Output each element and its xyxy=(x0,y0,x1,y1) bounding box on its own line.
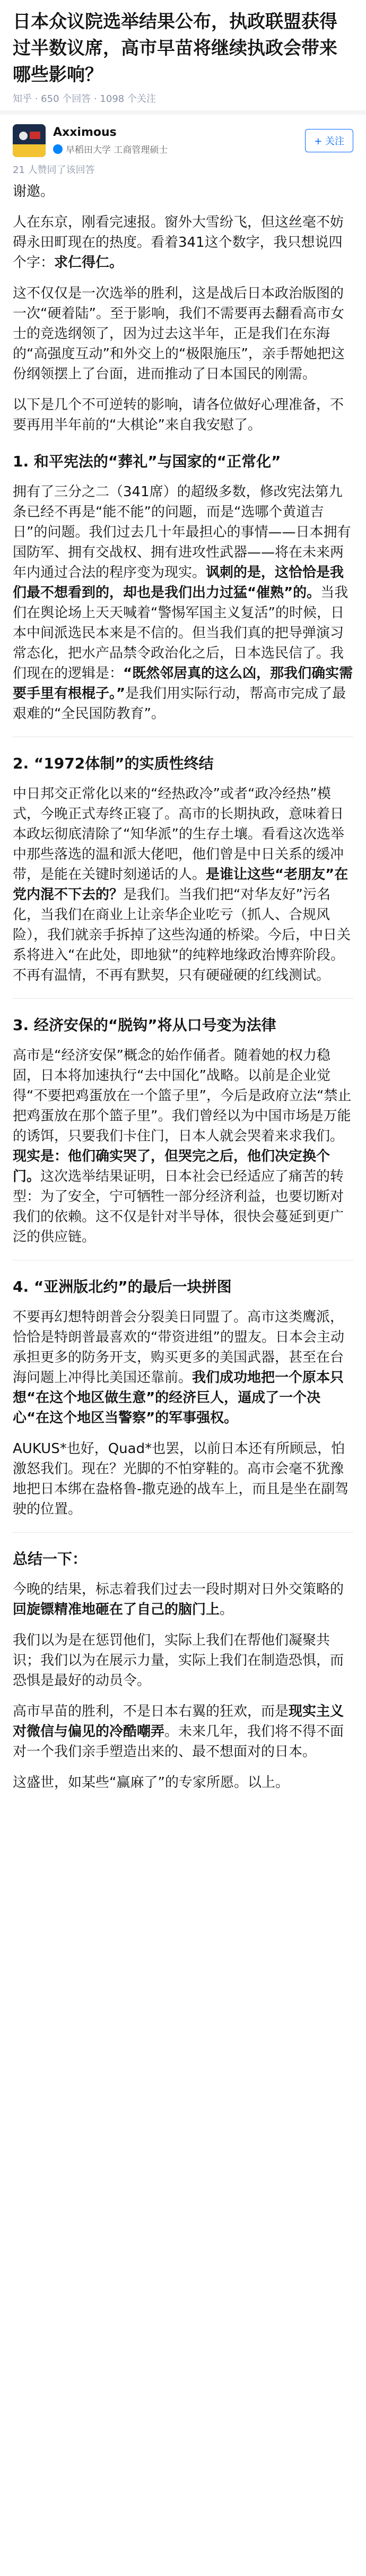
verified-badge-icon xyxy=(53,144,63,154)
author-row xyxy=(0,115,366,162)
highlight-text: “既然邻居真的这么凶，那我们确实需要手里有根棍子。” xyxy=(13,665,353,702)
author-bio-row xyxy=(53,142,305,155)
text-span: 拥有了三分之二（341席）的超级多数，修改宪法第九条已经不再是“能不能”的问题，而是“选哪个黄道吉日”的问题。我们过去几十年最担心的事情——日本拥有国防军、拥有交战权、拥有进攻性武器——将在未来两年内通过合法的程序变为现实。 xyxy=(13,484,351,581)
highlight-text: 我们成功地把一个原本只想“在这个地区做生意”的经济巨人，逼成了一个决心“在这个地区当警察”的军事强权。 xyxy=(13,1370,344,1426)
paragraph-summary-3 xyxy=(13,1701,353,1762)
author-info xyxy=(53,126,305,155)
text-span: 是我们。当我们把“对华友好”污名化，当我们在商业上让亲华企业吃亏（抓人、合规风险），我们就亲手拆掉了这些沟通的桥梁。今后，中日关系将进入“在此处，即地狱”的纯粹地缘政治博弈阶段。 xyxy=(13,887,351,963)
source-label: 知乎 xyxy=(13,93,32,105)
question-header xyxy=(0,0,366,115)
paragraph-section-4 xyxy=(13,1307,353,1428)
highlight-text: 讽刺的是，这恰恰是我们最不想看到的，却也是我们出力过猛“催熟”的。 xyxy=(13,565,344,601)
paragraph-intro-2 xyxy=(13,212,353,273)
section-heading-4: 4. “亚洲版北约”的最后一块拼图 xyxy=(13,1278,232,1295)
highlight-text: 现实是：他们确实哭了，但哭完之后，他们决定换个门。 xyxy=(13,1148,330,1185)
text-span: 。 xyxy=(220,1602,234,1618)
section-divider xyxy=(13,998,353,999)
follow-button[interactable]: + 关注 xyxy=(305,129,353,152)
paragraph-intro-3: 这不仅仅是一次选举的胜利，这是战后日本政治版图的一次“硬着陆”。至于影响，我们不需要再去翻看高市女士的竞选纲领了，因为过去这半年，正是我们在东海的“高强度互动”和外交上的“极限施压”，亲手帮她把这份纲领摆上了台面，进而推动了日本国民的刚需。 xyxy=(13,286,345,382)
upvote-summary xyxy=(0,162,366,181)
question-title[interactable]: 日本众议院选举结果公布，执政联盟获得过半数议席，高市早苗将继续执政会带来哪些影响？ xyxy=(13,11,337,85)
paragraph-section-2 xyxy=(13,784,353,986)
highlight-text: 是谁让这些“老朋友”在党内混不下去的？ xyxy=(13,867,348,903)
avatar[interactable] xyxy=(13,124,46,157)
text-span: 是我们用实际行动，帮高市完成了最艰难的“全民国防教育”。 xyxy=(13,686,346,722)
answer-content xyxy=(0,181,366,1793)
paragraph-section-1 xyxy=(13,482,353,724)
paragraph-summary-1 xyxy=(13,1579,353,1620)
paragraph-section-3 xyxy=(13,1045,353,1247)
text-span: 中日邦交正常化以来的“经热政冷”或者“政冷经热”模式，今晚正式寿终正寝了。高市的长期执政，意味着日本政坛彻底清除了“知华派”的生存土壤。看看这次选举中那些落选的温和派大佬吧，他们曾是中日关系的缓冲带，是能在关键时刻递话的人。 xyxy=(13,786,344,883)
section-heading-1: 1. 和平宪法的“葬礼”与国家的“正常化” xyxy=(13,453,281,470)
paragraph-summary-2: 我们以为是在惩罚他们，实际上我们在帮他们凝聚共识；我们以为在展示力量，实际上我们在制造恐惧，而恐惧是最好的动员令。 xyxy=(13,1632,344,1689)
paragraph-closing: 这盛世，如某些“赢麻了”的专家所愿。以上。 xyxy=(13,1775,289,1791)
section-heading-3: 3. 经济安保的“脱钩”将从口号变为法律 xyxy=(13,1016,276,1034)
text-span: 不要再幻想特朗普会分裂美日同盟了。高市这类鹰派，恰恰是特朗普最喜欢的“带资进组”的盟友。日本会主动承担更多的防务开支，购买更多的美国武器，甚至在台海问题上冲得比美国还靠前。 xyxy=(13,1309,344,1386)
highlight-text: 回旋镖精准地砸在了自己的脑门上 xyxy=(13,1602,220,1618)
answer-count[interactable]: 650 个回答 xyxy=(41,93,91,105)
section-divider xyxy=(13,1532,353,1533)
paragraph-intro-4: 以下是几个不可逆转的影响，请各位做好心理准备，不要再用半年前的“大棋论”来自我安慰了。 xyxy=(13,397,344,433)
paragraph-intro-1: 谢邀。 xyxy=(13,184,55,200)
paragraph-section-4b: AUKUS*也好，Quad*也罢，以前日本还有所顾忌，怕激怒我们。现在？光脚的不怕穿鞋的。高市会毫不犹豫地把日本绑在盎格鲁-撒克逊的战车上，而且是坐在副驾驶的位置。 xyxy=(13,1441,349,1517)
author-name[interactable]: Axximous xyxy=(53,126,117,139)
highlight-text: 求仁得仁。 xyxy=(54,255,124,271)
section-heading-5: 总结一下： xyxy=(13,1550,88,1568)
text-span: 高市早苗的胜利，不是日本右翼的狂欢，而是 xyxy=(13,1704,289,1719)
question-meta: 知乎 · 650 个回答 · 1098 个关注 xyxy=(13,93,156,105)
follow-count: 1098 个关注 xyxy=(100,93,156,105)
text-span: 。未来几年，我们将不得不面对一个我们亲手塑造出来的、最不想面对的日本。 xyxy=(13,1724,344,1760)
section-heading-2: 2. “1972体制”的实质性终结 xyxy=(13,755,214,772)
author-bio: 早稻田大学 工商管理硕士 xyxy=(66,145,168,155)
text-span: 今晚的结果，标志着我们过去一段时期对日外交策略的 xyxy=(13,1581,344,1597)
highlight-text: 现实主义对微信与偏见的冷酷嘲弄 xyxy=(13,1704,344,1740)
upvote-count: 21 人赞同了该回答 xyxy=(13,165,95,176)
text-span: 当我们在舆论场上天天喊着“警惕军国主义复活”的时候，日本中间派选民本来是不信的。但当我们真的把导弹演习常态化，把水产品禁令政治化之后，日本选民信了。我们现在的逻辑是： xyxy=(13,585,348,681)
text-span: 高市是“经济安保”概念的始作俑者。随着她的权力稳固，日本将加速执行“去中国化”战略。以前是企业觉得“不要把鸡蛋放在一个篮子里”，今后是政府立法“禁止把鸡蛋放在那个篮子里”。我们曾经以为中国市场是万能的诱饵，只要我们卡住门，日本人就会哭着来求我们。 xyxy=(13,1048,352,1144)
text-span: 不再有温情，不再有默契，只有硬碰硬的红线测试。 xyxy=(13,967,330,983)
text-span: 这次选举结果证明，日本社会已经适应了痛苦的转型：为了安全，宁可牺牲一部分经济利益，也要切断对我们的依赖。这不仅是针对半导体，很快会蔓延到更广泛的供应链。 xyxy=(13,1169,344,1245)
text-span: 人在东京，刚看完速报。窗外大雪纷飞，但这丝毫不妨碍永田町现在的热度。看着341这个数字，我只想说四个字： xyxy=(13,214,344,271)
